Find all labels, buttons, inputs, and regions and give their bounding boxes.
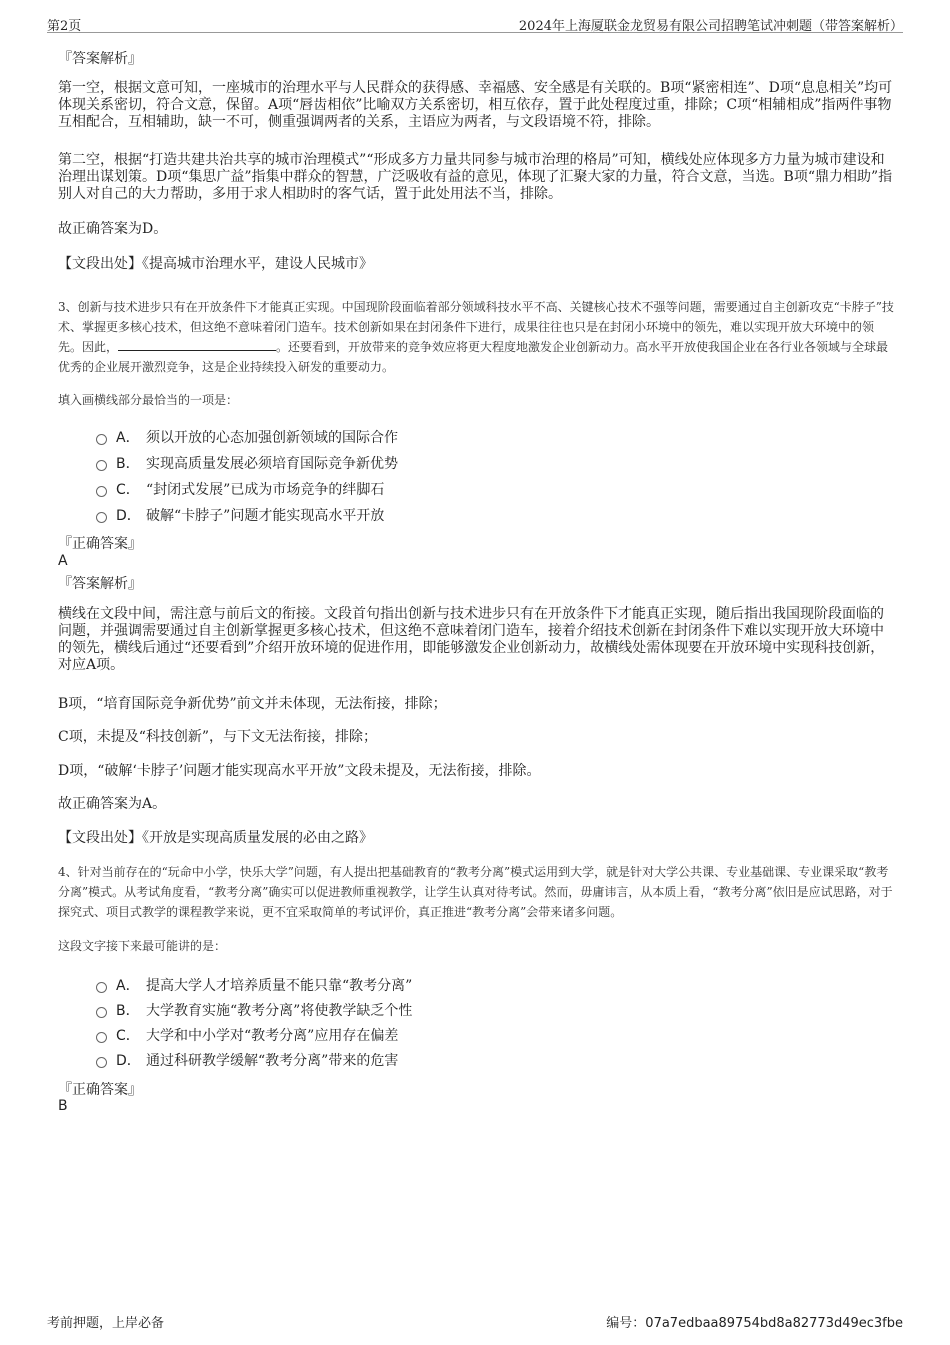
radio-icon[interactable] <box>96 512 107 523</box>
radio-icon[interactable] <box>96 1057 107 1068</box>
radio-icon[interactable] <box>96 982 107 993</box>
radio-icon[interactable] <box>96 460 107 471</box>
q3-source: 【文段出处】《开放是实现高质量发展的必由之路》 <box>58 830 373 846</box>
q3-analysis-para1: 横线在文段中间，需注意与前后文的衔接。文段首句指出创新与技术进步只有在开放条件下才能真正实现，随后指出我国现阶段面临的问题，并强调需要通过自主创新掌握更多核心技术，但这绝不意味着闭门造车，接着介绍技术创新在封闭条件下难以实现开放大环境中的领先，横线后通过“还要看到”介绍开放环境的促进作用，即能够激发企业创新动力，故横线处需体现要在开放环境中实现科技创新，对应A项。 <box>58 606 885 673</box>
q3-blank <box>118 338 276 351</box>
q2-analysis-para1: 第一空，根据文意可知，一座城市的治理水平与人民群众的获得感、幸福感、安全感是有关联的。B项“紧密相连”、D项“息息相关”均可体现关系密切，符合文意，保留。A项“唇齿相依”比喻双方关系密切，相互依存，置于此处程度过重，排除；C项“相辅相成”指两件事物互相配合，互相辅助，缺一不可，侧重强调两者的关系，主语应为两者，与文段语境不符，排除。 <box>58 80 893 130</box>
q3-answer: A <box>58 553 68 569</box>
q3-prompt: 填入画横线部分最恰当的一项是： <box>58 393 239 407</box>
q3-option-a[interactable]: A． 须以开放的心态加强创新领域的国际合作 <box>96 427 398 447</box>
q2-analysis-tag: 『答案解析』 <box>58 51 142 67</box>
document-code: 编号：07a7edbaa89754bd8a82773d49ec3fbe <box>606 1316 903 1331</box>
q2-conclusion: 故正确答案为D。 <box>58 221 168 237</box>
q3-analysis-d: D项，“破解‘卡脖子’问题才能实现高水平开放”文段未提及，无法衔接，排除。 <box>58 763 541 779</box>
q4-option-a[interactable]: A． 提高大学人才培养质量不能只靠“教考分离” <box>96 975 412 995</box>
q4-option-d[interactable]: D． 通过科研教学缓解“教考分离”带来的危害 <box>96 1050 398 1070</box>
footer-slogan: 考前押题，上岸必备 <box>47 1316 165 1331</box>
radio-icon[interactable] <box>96 434 107 445</box>
q3-analysis-tag: 『答案解析』 <box>58 576 142 592</box>
q3-stem: 3、创新与技术进步只有在开放条件下才能真正实现。中国现阶段面临着部分领域科技水平不高、关键核心技术不强等问题，需要通过自主创新攻克“卡脖子”技术、掌握更多核心技术，但这绝不意味着闭门造车。技术创新如果在封闭条件下进行，成果往往也只是在封闭小环境中的领先，难以实现开放大环境中的领先。因此， 。还要看到，开放带来的竞争效应将更大程度地激发企业创新动力。高水平开放使我国企业在各行业各领域与全球最优秀的企业展开激烈竞争，这是企业持续投入研发的重要动力。 <box>58 300 894 374</box>
q3-option-b[interactable]: B． 实现高质量发展必须培育国际竞争新优势 <box>96 453 398 473</box>
page-footer <box>47 1312 903 1332</box>
page-header <box>47 12 903 33</box>
q3-conclusion: 故正确答案为A。 <box>58 796 167 812</box>
q4-answer: B <box>58 1098 68 1114</box>
q3-answer-tag: 『正确答案』 <box>58 536 142 552</box>
q4-stem: 4、针对当前存在的“玩命中小学，快乐大学”问题，有人提出把基础教育的“教考分离”模式运用到大学，就是针对大学公共课、专业基础课、专业课采取“教考分离”模式。从考试角度看，“教考分离”确实可以促进教师重视教学，让学生认真对待考试。然而，毋庸讳言，从本质上看，“教考分离”依旧是应试思路，对于探究式、项目式教学的课程教学来说，更不宜采取简单的考试评价，真正推进“教考分离”会带来诸多问题。 <box>58 865 893 919</box>
page-number: 第2页 <box>47 19 82 34</box>
q3-option-d[interactable]: D． 破解“卡脖子”问题才能实现高水平开放 <box>96 505 384 525</box>
q4-option-b[interactable]: B． 大学教育实施“教考分离”将使教学缺乏个性 <box>96 1000 412 1020</box>
q4-answer-tag: 『正确答案』 <box>58 1082 142 1098</box>
radio-icon[interactable] <box>96 1007 107 1018</box>
radio-icon[interactable] <box>96 1032 107 1043</box>
q4-option-c[interactable]: C． 大学和中小学对“教考分离”应用存在偏差 <box>96 1025 398 1045</box>
q3-analysis-c: C项，未提及“科技创新”，与下文无法衔接，排除； <box>58 729 378 745</box>
q2-analysis-para2: 第二空，根据“打造共建共治共享的城市治理模式”“形成多方力量共同参与城市治理的格局”可知，横线处应体现多方力量为城市建设和治理出谋划策。D项“集思广益”指集中群众的智慧，广泛吸收有益的意见，体现了汇聚大家的力量，符合文意，当选。B项“鼎力相助”指别人对自己的大力帮助，多用于求人相助时的客气话，置于此处用法不当，排除。 <box>58 152 893 202</box>
radio-icon[interactable] <box>96 486 107 497</box>
q3-analysis-b: B项，“培育国际竞争新优势”前文并未体现，无法衔接，排除； <box>58 696 447 712</box>
q2-source: 【文段出处】《提高城市治理水平，建设人民城市》 <box>58 256 373 272</box>
q4-prompt: 这段文字接下来最可能讲的是： <box>58 939 227 953</box>
document-title: 2024年上海厦联金龙贸易有限公司招聘笔试冲刺题（带答案解析） <box>518 19 903 34</box>
q3-option-c[interactable]: C． “封闭式发展”已成为市场竞争的绊脚石 <box>96 479 384 499</box>
